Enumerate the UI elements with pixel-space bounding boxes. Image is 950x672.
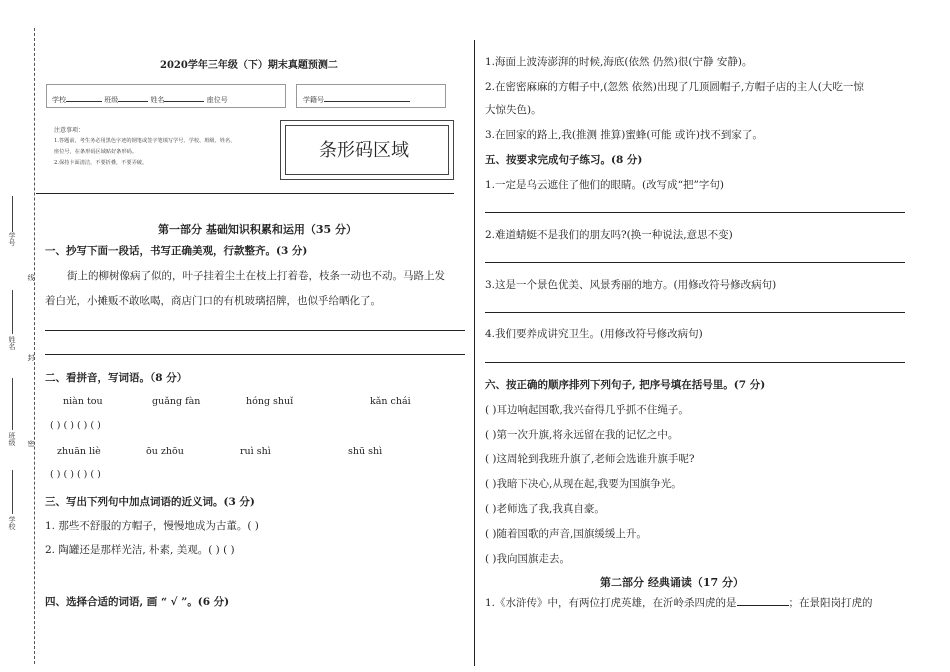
part2-title: 第二部分 经典诵读（17 分） [600, 576, 744, 589]
pinyin-1: niàn tou [63, 396, 103, 407]
s5-answer-line-1[interactable] [485, 212, 905, 213]
field-class-blank[interactable] [118, 92, 148, 102]
order-item-5 [485, 501, 605, 516]
answer-row-2[interactable] [50, 469, 101, 480]
order-text: 耳边响起国歌,我兴奋得几乎抓不住绳子。 [496, 404, 689, 416]
side-underline-1 [12, 196, 13, 232]
section5-title: 五、按要求完成句子练习。(8 分) [485, 154, 643, 166]
section4-title: 四、选择合适的词语, 画 “ √ ”。(6 分) [45, 596, 230, 608]
section1-passage-line1: 街上的柳树像病了似的，叶子挂着尘土在枝上打着卷，枝条一动也不动。马路上发 [67, 270, 445, 282]
order-text: 我暗下决心,从现在起,我要为国旗争光。 [496, 478, 682, 490]
r-q2-line2: 大惊失色)。 [485, 104, 542, 116]
field-school-label: 学校 [52, 96, 66, 104]
s5-answer-line-4[interactable] [485, 362, 905, 363]
order-text: 这周轮到我班升旗了,老师会选谁升旗手呢? [496, 453, 695, 465]
student-id-label: 学籍号 [303, 96, 324, 104]
student-id-row [303, 92, 410, 105]
answer-paren[interactable]: ( ) [76, 469, 88, 480]
copy-line-2[interactable] [45, 354, 465, 355]
order-paren[interactable]: ( ) [485, 553, 497, 565]
order-item-3 [485, 451, 695, 466]
order-item-7 [485, 551, 570, 566]
s5-q4: 4.我们要养成讲究卫生。(用修改符号修改病句) [485, 328, 703, 340]
side-underline-4 [12, 470, 13, 514]
p2-q1-text-a: 1.《水浒传》中，有两位打虎英雄，在沂岭杀四虎的是 [485, 597, 737, 609]
section1-passage-line2: 着白光，小摊贩不敢吆喝，商店门口的有机玻璃招牌，也似乎给晒化了。 [45, 295, 381, 307]
section6-title: 六、按正确的顺序排列下列句子, 把序号填在括号里。(7 分) [485, 379, 766, 391]
copy-line-1[interactable] [45, 330, 465, 331]
order-text: 随着国歌的声音,国旗缓缓上升。 [496, 528, 647, 540]
side-label-student-no: 学号 [8, 232, 16, 246]
pinyin-6: ōu zhōu [146, 446, 184, 457]
field-school-blank[interactable] [66, 92, 102, 102]
side-underline-2 [12, 290, 13, 334]
section2-title: 二、看拼音，写词语。（8 分） [45, 372, 188, 384]
pinyin-2: guǎng fàn [152, 396, 201, 407]
order-text: 我向国旗走去。 [496, 553, 571, 565]
s5-q1: 1.一定是乌云遮住了他们的眼睛。(改写成“把”字句) [485, 179, 724, 191]
order-item-2 [485, 427, 678, 442]
section1-title: 一、抄写下面一段话，书写正确美观，行款整齐。(3 分) [45, 245, 308, 257]
answer-paren[interactable]: ( ) [50, 420, 61, 431]
side-label-line: 线 [27, 274, 35, 281]
notice-line-1: 1.答题前，考生务必用黑色字迹的钢笔或签字笔填写学号、学校、班级、姓名、 [54, 138, 236, 144]
field-name-label: 姓名 [150, 96, 165, 104]
s5-answer-line-3[interactable] [485, 312, 905, 313]
p2-q1-blank[interactable] [737, 595, 789, 606]
pinyin-8: shū shì [348, 446, 383, 457]
side-label-class: 班级 [8, 432, 16, 446]
answer-paren[interactable]: ( ) [50, 469, 61, 480]
order-paren[interactable]: ( ) [485, 429, 497, 441]
r-q1: 1.海面上波涛澎湃的时候,海底(依然 仍然)很(宁静 安静)。 [485, 56, 753, 68]
pinyin-5: zhuān liè [57, 446, 101, 457]
header-divider [36, 193, 454, 194]
section3-q2: 2. 陶罐还是那样光洁, 朴素, 美观。( ) ( ) [45, 544, 235, 556]
part1-title: 第一部分 基础知识积累和运用（35 分） [158, 223, 357, 236]
student-id-blank[interactable] [324, 92, 410, 102]
order-paren[interactable]: ( ) [485, 453, 497, 465]
answer-paren[interactable]: ( ) [63, 420, 74, 431]
order-paren[interactable]: ( ) [485, 528, 497, 540]
r-q2-line1: 2.在密密麻麻的方帽子中,(忽然 依然)出现了几顶圆帽子,方帽子店的主人(大吃一惊 [485, 81, 864, 93]
column-divider [474, 40, 475, 666]
side-label-school: 学校 [8, 516, 16, 530]
answer-paren[interactable]: ( ) [63, 469, 74, 480]
answer-row-1[interactable] [50, 420, 101, 431]
pinyin-3: hóng shuǐ [246, 396, 294, 407]
answer-paren[interactable]: ( ) [76, 420, 88, 431]
side-label-name: 姓名 [8, 336, 16, 350]
answer-paren[interactable]: ( ) [90, 469, 101, 480]
answer-paren[interactable]: ( ) [90, 420, 101, 431]
order-item-4 [485, 476, 682, 491]
order-paren[interactable]: ( ) [485, 503, 497, 515]
field-class-label: 班级 [104, 96, 119, 104]
pinyin-4: kǎn chái [370, 396, 411, 407]
field-name-blank[interactable] [164, 92, 204, 102]
r-q3: 3.在回家的路上,我(推测 推算)蜜蜂(可能 或许)找不到家了。 [485, 129, 763, 141]
barcode-label: 条形码区域 [319, 140, 409, 161]
binding-dashed-line [34, 28, 35, 664]
s5-answer-line-2[interactable] [485, 262, 905, 263]
info-row [52, 92, 228, 105]
side-label-dense: 密 [27, 440, 35, 447]
order-item-1 [485, 402, 689, 417]
order-item-6 [485, 526, 647, 541]
s5-q2: 2.难道蜻蜓不是我们的朋友吗?(换一种说法,意思不变) [485, 229, 733, 241]
section3-q1: 1. 那些不舒服的方帽子，慢慢地成为古董。( ) [45, 520, 259, 532]
p2-q1-text-b: ；在景阳岗打虎的 [788, 597, 873, 609]
order-text: 第一次升旗,将永远留在我的记忆之中。 [496, 429, 679, 441]
order-paren[interactable]: ( ) [485, 404, 497, 416]
side-underline-3 [12, 378, 13, 430]
pinyin-7: ruì shì [240, 446, 271, 457]
order-text: 老师选了我,我真自豪。 [496, 503, 605, 515]
notice-title: 注意事项： [54, 127, 85, 134]
section3-title: 三、写出下列句中加点词语的近义词。(3 分) [45, 496, 255, 508]
p2-q1 [485, 595, 873, 610]
exam-title: 2020学年三年级（下）期末真题预测二 [160, 60, 338, 71]
field-seat-label: 座位号 [206, 96, 228, 104]
notice-line-2: 2.保持卡面清洁，不要折叠，不要弄破。 [54, 160, 148, 166]
side-label-seal: 封 [27, 354, 35, 361]
s5-q3: 3.这是一个景色优美、风景秀丽的地方。(用修改符号修改病句) [485, 279, 777, 291]
notice-line-1b: 座位号，在条形码区域贴好条形码。 [54, 149, 138, 155]
order-paren[interactable]: ( ) [485, 478, 497, 490]
barcode-area [280, 120, 454, 180]
